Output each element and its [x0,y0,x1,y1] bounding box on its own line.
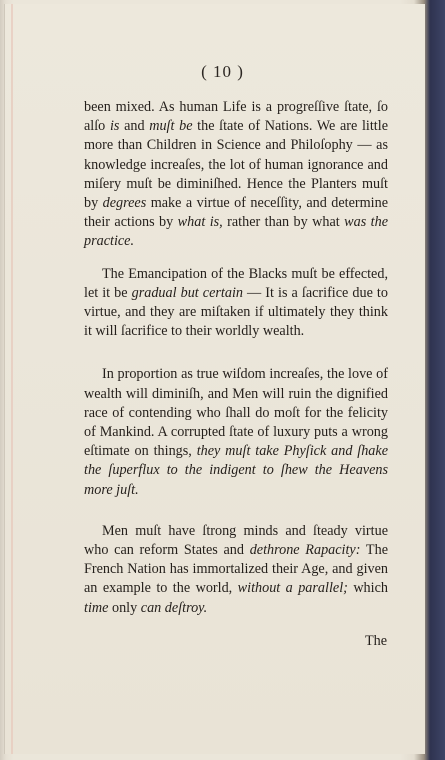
italic-text-run: time [84,599,109,616]
text-run: — It is a ſacrifice due to virtue, and they are miſtaken if ultimately they think it will ſacrifice to their worldly wealth. [84,284,388,340]
text-run: only [108,599,141,616]
text-run: the ſtate of Nations. We are little more than Children in Science and Philoſophy — as knowledge increaſes, the lot of human ignorance and miſery muſt be diminiſhed. Hence the Planters muſt by [84,118,388,212]
text-run: been mixed. As human Life is a progreſſive ſtate, ſo alſo [84,99,388,135]
italic-text-run: degrees [102,195,147,212]
text-run: Men muſt have ſtrong minds and ſteady virtue who can reform States and [84,522,388,559]
text-run: and [119,118,150,135]
paragraph-2 [84,265,388,342]
text-run: rather than by what [222,214,345,231]
italic-text-run: is [109,118,120,135]
paragraph-3 [84,365,388,499]
paragraph-4 [84,522,388,618]
italic-text-run: muſt be [149,118,193,135]
italic-text-run: without a parallel; [237,580,348,597]
catchword: The [364,633,387,649]
page-number: ( 10 ) [201,62,244,81]
italic-text-run: what is, [177,214,223,231]
italic-text-run: was the practice. [84,214,388,250]
italic-text-run: can deſtroy. [140,599,208,616]
paragraph-1 [84,98,388,252]
italic-text-run: they muſt take Phyſick and ſhake the ſuperflux to the indigent to ſhew the Heavens more juſt. [84,443,388,498]
text-run: The Emancipation of the Blacks muſt be effected, let it be [84,265,388,301]
italic-text-run: dethrone Rapacity: [249,542,361,559]
text-run: make a virtue of neceſſity, and determine their actions by [84,195,389,231]
text-run: The French Nation has immortalized their Age, and given an example to the world, [84,542,388,597]
body-text [84,98,388,618]
text-run: which [347,580,388,597]
text-run: In proportion as true wiſdom increaſes, the love of wealth will diminiſh, and Men will ruin the dignified race of contending who ſhall do moſt for the felicity of Mankind. A corrupted ſtate of luxury puts a wrong eſtimate on things, [84,366,388,460]
italic-text-run: gradual but certain [131,284,243,301]
